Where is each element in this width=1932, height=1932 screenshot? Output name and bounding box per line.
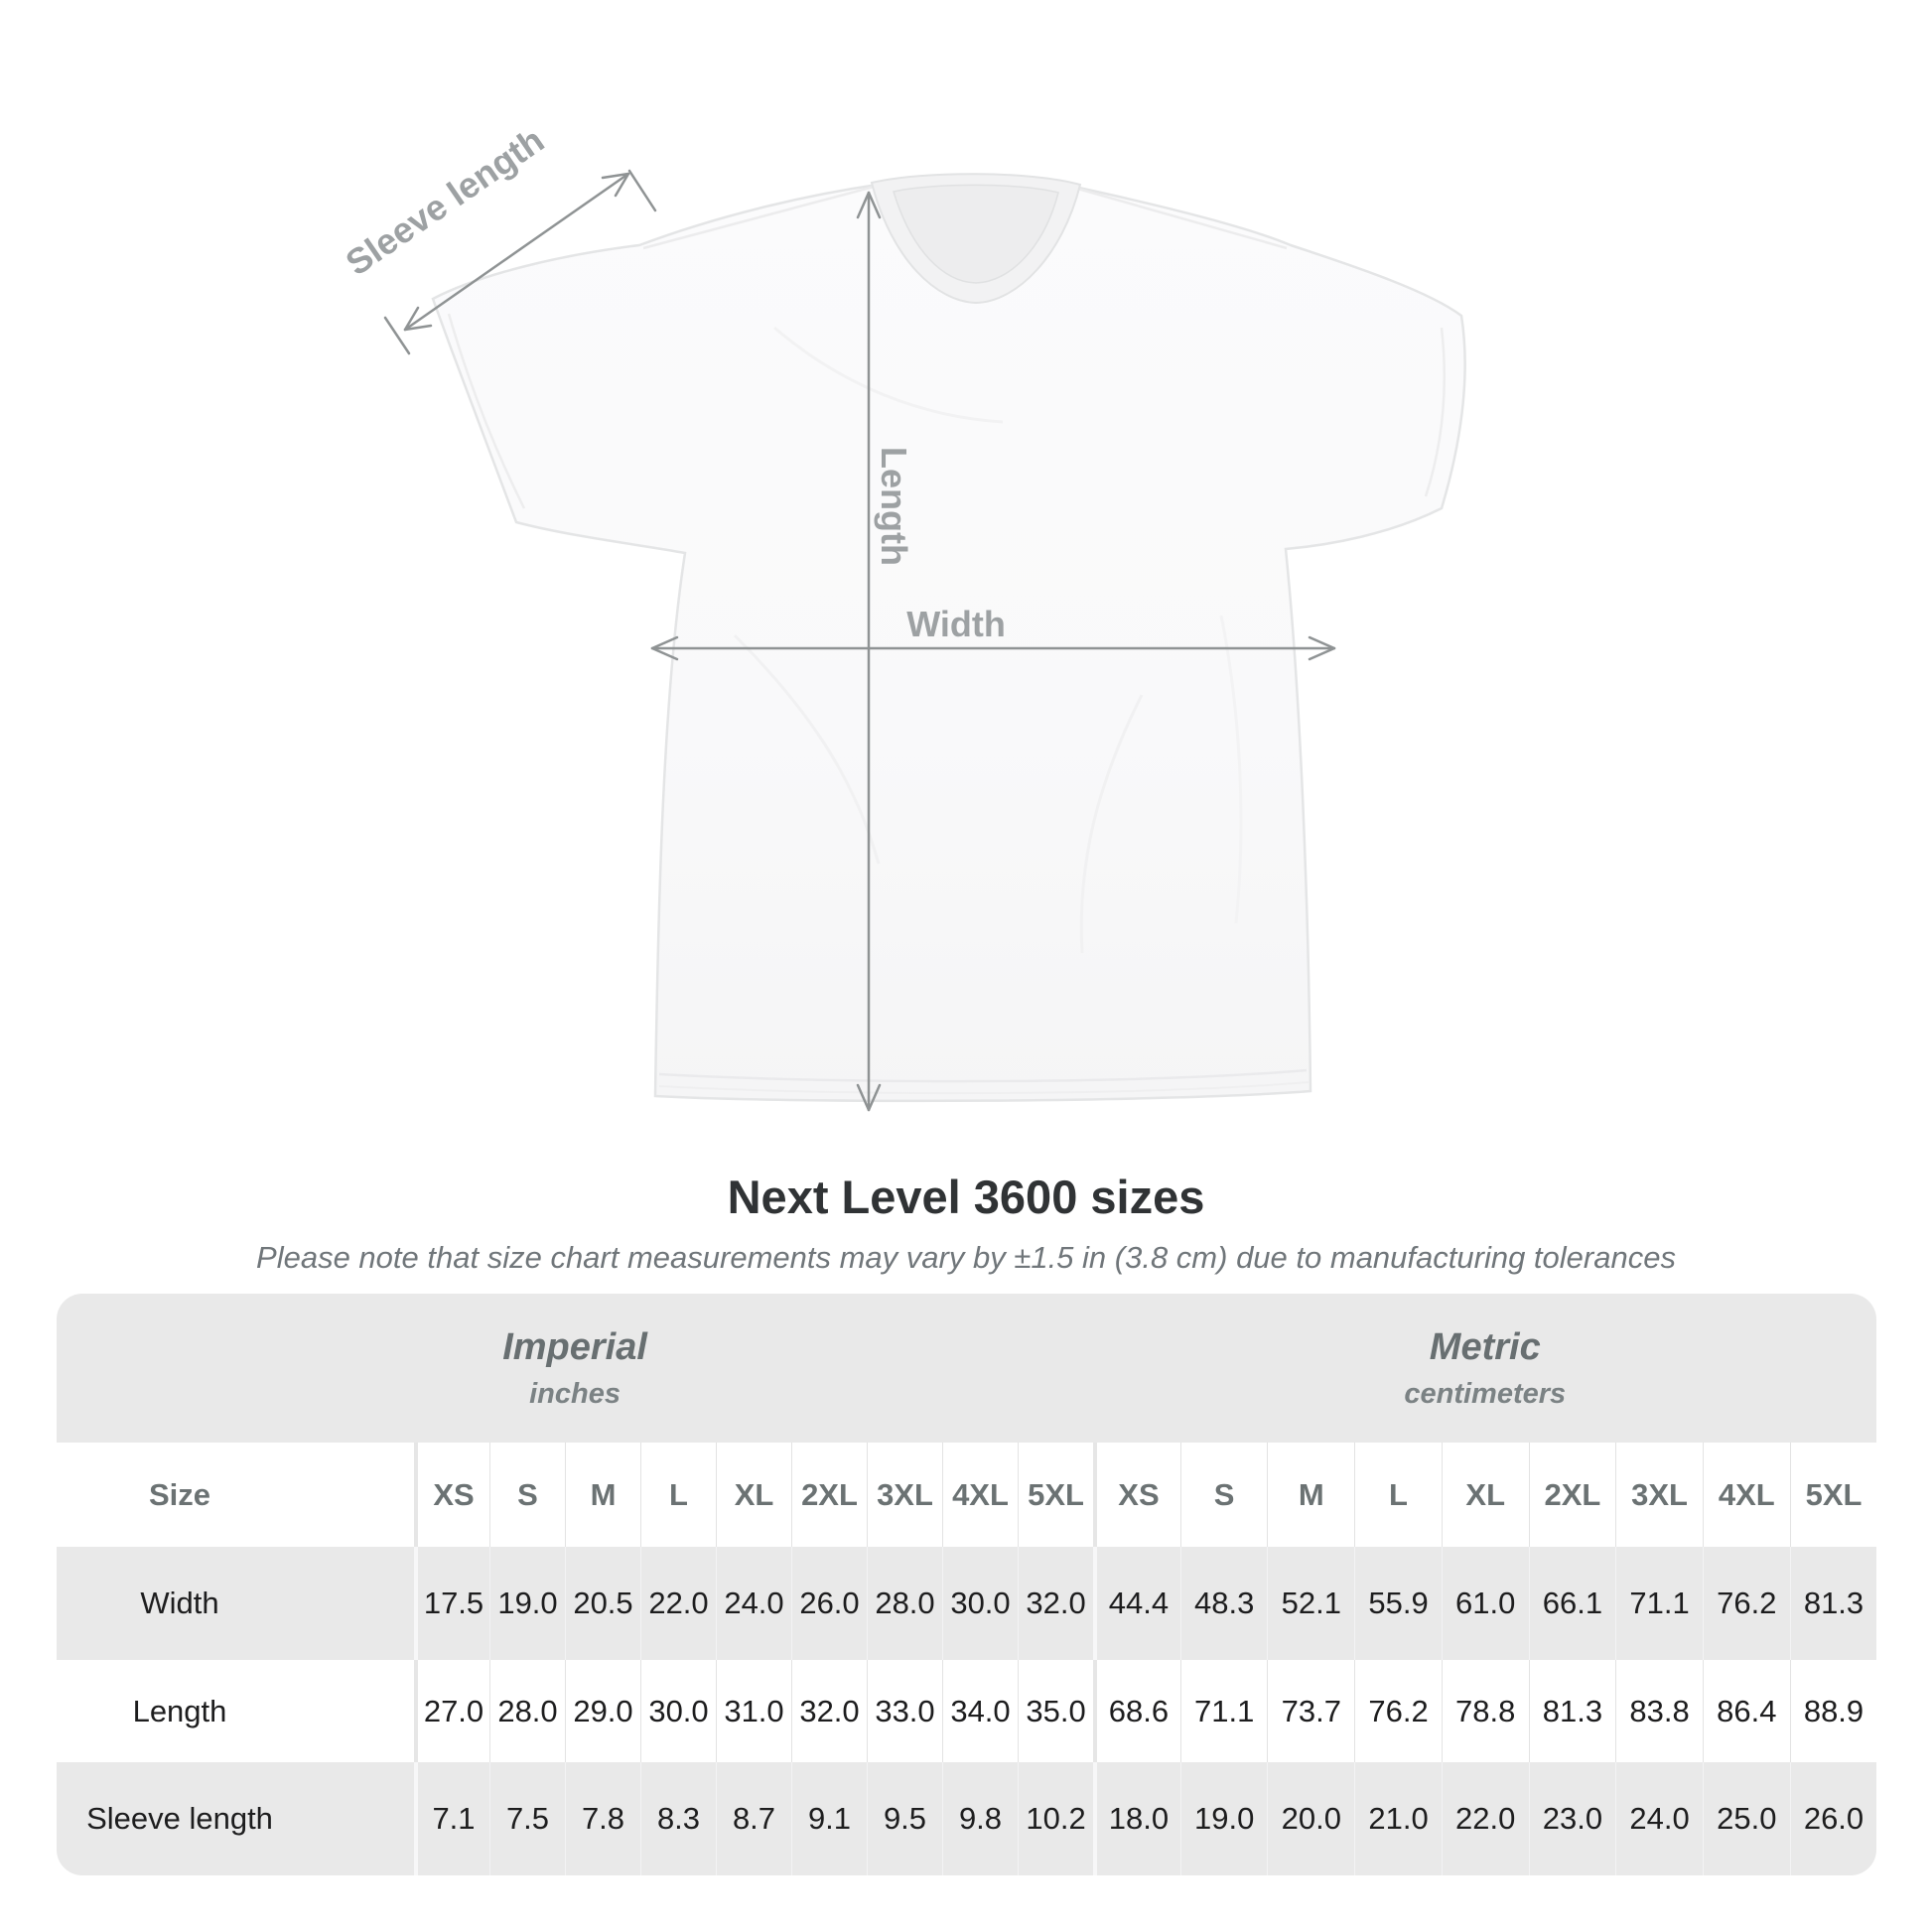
size-header-imperial-l: L: [640, 1443, 716, 1547]
measurement-value-cell: 32.0: [1018, 1547, 1093, 1660]
measurement-value-cell: 23.0: [1529, 1762, 1616, 1875]
metric-group-unit: centimeters: [1404, 1377, 1567, 1410]
measurement-value-cell: 55.9: [1354, 1547, 1442, 1660]
measurement-value-cell: 7.5: [489, 1762, 565, 1875]
size-header-metric-m: M: [1267, 1443, 1354, 1547]
tolerance-note: Please note that size chart measurements may vary by ±1.5 in (3.8 cm) due to manufacturing tolerances: [256, 1240, 1676, 1275]
measurement-value-cell: 78.8: [1442, 1660, 1529, 1762]
measurement-value-cell: 24.0: [1615, 1762, 1703, 1875]
measurement-value-cell: 48.3: [1180, 1547, 1268, 1660]
measurement-value-cell: 32.0: [791, 1660, 867, 1762]
measurement-value-cell: 83.8: [1615, 1660, 1703, 1762]
measurement-value-cell: 28.0: [867, 1547, 942, 1660]
measurement-value-cell: 9.1: [791, 1762, 867, 1875]
measurement-value-cell: 68.6: [1093, 1660, 1180, 1762]
size-header-metric-xl: XL: [1442, 1443, 1529, 1547]
measurement-value-cell: 10.2: [1018, 1762, 1093, 1875]
measurement-row: [57, 1660, 1876, 1762]
measurement-value-cell: 20.5: [565, 1547, 640, 1660]
measurement-value-cell: 19.0: [1180, 1762, 1268, 1875]
measurement-value-cell: 22.0: [1442, 1762, 1529, 1875]
size-header-imperial-xs: XS: [414, 1443, 489, 1547]
measurement-value-cell: 22.0: [640, 1547, 716, 1660]
size-header-metric-xs: XS: [1093, 1443, 1180, 1547]
sleeve-length-label: Sleeve length: [338, 119, 552, 284]
measurement-value-cell: 19.0: [489, 1547, 565, 1660]
page-title: Next Level 3600 sizes: [727, 1171, 1205, 1223]
size-header-metric-4xl: 4XL: [1703, 1443, 1790, 1547]
row-label: Length: [132, 1693, 227, 1728]
measurement-row: [57, 1762, 1876, 1875]
size-header-imperial-2xl: 2XL: [791, 1443, 867, 1547]
size-header-metric-s: S: [1180, 1443, 1268, 1547]
measurement-value-cell: 24.0: [716, 1547, 791, 1660]
size-table: [57, 1294, 1876, 1875]
length-label: Length: [874, 447, 914, 566]
measurement-value-cell: 71.1: [1180, 1660, 1268, 1762]
measurement-row: [57, 1547, 1876, 1660]
metric-group-name: Metric: [1429, 1325, 1541, 1368]
measurement-value-cell: 30.0: [942, 1547, 1018, 1660]
unit-group-row: [57, 1294, 1876, 1443]
size-header-imperial-3xl: 3XL: [867, 1443, 942, 1547]
size-header-metric-l: L: [1354, 1443, 1442, 1547]
size-header-metric-3xl: 3XL: [1615, 1443, 1703, 1547]
row-label: Width: [140, 1586, 219, 1620]
measurement-value-cell: 33.0: [867, 1660, 942, 1762]
measurement-value-cell: 29.0: [565, 1660, 640, 1762]
measurement-value-cell: 20.0: [1267, 1762, 1354, 1875]
measurement-value-cell: 7.1: [414, 1762, 489, 1875]
measurement-value-cell: 34.0: [942, 1660, 1018, 1762]
title-block: [0, 1170, 1932, 1276]
measurement-value-cell: 8.3: [640, 1762, 716, 1875]
measurement-value-cell: 71.1: [1615, 1547, 1703, 1660]
measurement-value-cell: 7.8: [565, 1762, 640, 1875]
measurement-value-cell: 9.5: [867, 1762, 942, 1875]
measurement-value-cell: 76.2: [1703, 1547, 1790, 1660]
measurement-value-cell: 35.0: [1018, 1660, 1093, 1762]
imperial-group-unit: inches: [529, 1377, 621, 1410]
metric-group-header: [1093, 1294, 1876, 1443]
size-header-metric-2xl: 2XL: [1529, 1443, 1616, 1547]
width-label: Width: [906, 604, 1006, 644]
measurement-value-cell: 8.7: [716, 1762, 791, 1875]
measurement-value-cell: 73.7: [1267, 1660, 1354, 1762]
measurement-value-cell: 66.1: [1529, 1547, 1616, 1660]
measurement-value-cell: 17.5: [414, 1547, 489, 1660]
row-label: Sleeve length: [86, 1801, 273, 1836]
measurement-value-cell: 86.4: [1703, 1660, 1790, 1762]
measurement-value-cell: 21.0: [1354, 1762, 1442, 1875]
measurement-value-cell: 30.0: [640, 1660, 716, 1762]
measurement-value-cell: 76.2: [1354, 1660, 1442, 1762]
measurement-value-cell: 52.1: [1267, 1547, 1354, 1660]
measurement-value-cell: 26.0: [1790, 1762, 1877, 1875]
measurement-value-cell: 81.3: [1529, 1660, 1616, 1762]
measurement-value-cell: 28.0: [489, 1660, 565, 1762]
size-header-imperial-xl: XL: [716, 1443, 791, 1547]
size-header-metric-5xl: 5XL: [1790, 1443, 1877, 1547]
size-header-imperial-4xl: 4XL: [942, 1443, 1018, 1547]
size-header-row: [57, 1443, 1876, 1547]
measurement-value-cell: 61.0: [1442, 1547, 1529, 1660]
measurement-value-cell: 88.9: [1790, 1660, 1877, 1762]
measurement-value-cell: 81.3: [1790, 1547, 1877, 1660]
measurement-value-cell: 26.0: [791, 1547, 867, 1660]
imperial-group-header: [57, 1294, 1093, 1443]
measurement-value-cell: 44.4: [1093, 1547, 1180, 1660]
measurement-value-cell: 18.0: [1093, 1762, 1180, 1875]
size-header-imperial-m: M: [565, 1443, 640, 1547]
measurement-value-cell: 27.0: [414, 1660, 489, 1762]
measurement-value-cell: 25.0: [1703, 1762, 1790, 1875]
size-header-imperial-5xl: 5XL: [1018, 1443, 1093, 1547]
size-header-imperial-s: S: [489, 1443, 565, 1547]
size-column-label: Size: [148, 1476, 211, 1512]
measurement-value-cell: 9.8: [942, 1762, 1018, 1875]
imperial-group-name: Imperial: [502, 1325, 647, 1368]
measurement-value-cell: 31.0: [716, 1660, 791, 1762]
